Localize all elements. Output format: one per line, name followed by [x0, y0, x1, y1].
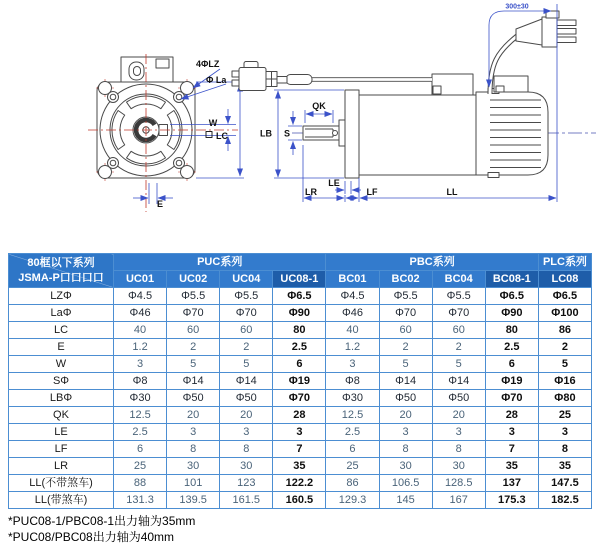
value-cell: 80: [273, 322, 326, 339]
value-cell: 2.5: [326, 424, 379, 441]
value-cell: 3: [114, 356, 167, 373]
value-cell: 1.2: [326, 339, 379, 356]
flange-side: [345, 90, 359, 178]
label-frame-size: LC: [216, 131, 228, 141]
motor-body: [359, 95, 476, 175]
dimension-drawing: [0, 0, 600, 252]
value-cell: 7: [485, 441, 538, 458]
value-cell: Φ50: [379, 390, 432, 407]
value-cell: 6: [326, 441, 379, 458]
value-cell: Φ70: [485, 390, 538, 407]
value-cell: 60: [432, 322, 485, 339]
value-cell: Φ90: [485, 305, 538, 322]
value-cell: 60: [220, 322, 273, 339]
corner-line1: 80框以下系列: [27, 256, 95, 269]
model-header: BC08-1: [485, 271, 538, 288]
value-cell: Φ8: [326, 373, 379, 390]
rear-housing: [476, 92, 548, 175]
front-view: [88, 54, 244, 212]
value-cell: Φ50: [432, 390, 485, 407]
value-cell: Φ90: [273, 305, 326, 322]
value-cell: 175.3: [485, 492, 538, 509]
value-cell: 20: [167, 407, 220, 424]
value-cell: 5: [220, 356, 273, 373]
label-key-length: QK: [312, 101, 326, 111]
row-label: LF: [9, 441, 114, 458]
value-cell: Φ14: [379, 373, 432, 390]
value-cell: 160.5: [273, 492, 326, 509]
value-cell: 86: [538, 322, 591, 339]
value-cell: 3: [379, 424, 432, 441]
value-cell: 6: [114, 441, 167, 458]
table-row: [9, 322, 592, 339]
value-cell: 8: [220, 441, 273, 458]
value-cell: 2: [538, 339, 591, 356]
value-cell: 6: [485, 356, 538, 373]
value-cell: Φ30: [114, 390, 167, 407]
key-end: [333, 131, 338, 136]
corner-header: [9, 254, 114, 288]
value-cell: 35: [538, 458, 591, 475]
encoder-connector: [232, 62, 312, 91]
front-connector-housing: [121, 57, 173, 82]
row-label: W: [9, 356, 114, 373]
value-cell: 8: [167, 441, 220, 458]
value-cell: 8: [432, 441, 485, 458]
value-cell: 3: [432, 424, 485, 441]
value-cell: Φ4.5: [326, 288, 379, 305]
value-cell: Φ70: [379, 305, 432, 322]
value-cell: 3: [273, 424, 326, 441]
group-row: [9, 254, 592, 271]
label-key-width: W: [208, 118, 218, 128]
footnote-2: *PUC08/PBC08出力轴为40mm: [8, 530, 175, 545]
value-cell: 1.2: [114, 339, 167, 356]
value-cell: Φ14: [167, 373, 220, 390]
value-cell: Φ5.5: [167, 288, 220, 305]
value-cell: 122.2: [273, 475, 326, 492]
value-cell: 80: [485, 322, 538, 339]
spec-table-body: [9, 288, 592, 509]
side-view: [232, 4, 596, 203]
model-header: BC02: [379, 271, 432, 288]
value-cell: 40: [326, 322, 379, 339]
label-body-length: LL: [446, 187, 458, 197]
value-cell: Φ80: [538, 390, 591, 407]
value-cell: 25: [114, 458, 167, 475]
value-cell: 123: [220, 475, 273, 492]
table-row: [9, 407, 592, 424]
value-cell: 8: [538, 441, 591, 458]
power-connector: [516, 11, 576, 47]
value-cell: 6: [273, 356, 326, 373]
model-header: UC04: [220, 271, 273, 288]
value-cell: 5: [379, 356, 432, 373]
value-cell: 5: [538, 356, 591, 373]
value-cell: 3: [538, 424, 591, 441]
table-row: [9, 305, 592, 322]
row-label: SΦ: [9, 373, 114, 390]
series-group-header: PBC系列: [326, 254, 538, 271]
value-cell: Φ4.5: [114, 288, 167, 305]
model-header: BC01: [326, 271, 379, 288]
value-cell: 35: [273, 458, 326, 475]
row-label: LL(带煞车): [9, 492, 114, 509]
value-cell: 147.5: [538, 475, 591, 492]
model-header: BC04: [432, 271, 485, 288]
shaft-boss: [339, 120, 345, 146]
value-cell: Φ5.5: [379, 288, 432, 305]
table-row: [9, 390, 592, 407]
value-cell: 25: [538, 407, 591, 424]
value-cell: 28: [273, 407, 326, 424]
value-cell: 3: [485, 424, 538, 441]
value-cell: 35: [485, 458, 538, 475]
label-key-offset: E: [156, 199, 164, 209]
label-bolt-holes: 4ΦLZ: [196, 59, 220, 69]
value-cell: Φ46: [326, 305, 379, 322]
value-cell: Φ70: [432, 305, 485, 322]
value-cell: 30: [379, 458, 432, 475]
row-label: LL(不带煞车): [9, 475, 114, 492]
model-header: LC08: [538, 271, 591, 288]
footnotes: [8, 513, 195, 545]
value-cell: 7: [273, 441, 326, 458]
footnote-1: *PUC08-1/PBC08-1出力轴为35mm: [8, 514, 196, 528]
value-cell: 20: [220, 407, 273, 424]
value-cell: Φ50: [220, 390, 273, 407]
value-cell: Φ14: [220, 373, 273, 390]
label-flange-thickness: LF: [366, 187, 378, 197]
table-row: [9, 424, 592, 441]
value-cell: 137: [485, 475, 538, 492]
value-cell: 60: [379, 322, 432, 339]
value-cell: 2: [220, 339, 273, 356]
value-cell: Φ6.5: [273, 288, 326, 305]
model-header: UC08-1: [273, 271, 326, 288]
label-cable-length: 300±30: [505, 3, 529, 11]
value-cell: Φ30: [326, 390, 379, 407]
value-cell: 2: [432, 339, 485, 356]
table-row: [9, 441, 592, 458]
value-cell: Φ19: [485, 373, 538, 390]
value-cell: Φ16: [538, 373, 591, 390]
value-cell: 3: [326, 356, 379, 373]
value-cell: 2.5: [114, 424, 167, 441]
value-cell: Φ6.5: [538, 288, 591, 305]
value-cell: 3: [167, 424, 220, 441]
value-cell: Φ70: [167, 305, 220, 322]
value-cell: Φ70: [220, 305, 273, 322]
value-cell: 128.5: [432, 475, 485, 492]
square-symbol: [206, 132, 212, 138]
value-cell: Φ19: [273, 373, 326, 390]
table-row: [9, 458, 592, 475]
corner-line2: JSMA-P口口口口: [18, 271, 104, 284]
value-cell: 40: [114, 322, 167, 339]
table-row: [9, 492, 592, 509]
value-cell: 145: [379, 492, 432, 509]
value-cell: 5: [432, 356, 485, 373]
value-cell: 86: [326, 475, 379, 492]
model-header: UC01: [114, 271, 167, 288]
value-cell: 60: [167, 322, 220, 339]
value-cell: 28: [485, 407, 538, 424]
table-row: [9, 339, 592, 356]
value-cell: 182.5: [538, 492, 591, 509]
label-flange-od: LB: [260, 128, 272, 139]
value-cell: Φ100: [538, 305, 591, 322]
series-group-header: PLC系列: [538, 254, 591, 271]
value-cell: 5: [167, 356, 220, 373]
label-flange-dia: Φ La: [206, 75, 227, 85]
value-cell: 20: [432, 407, 485, 424]
value-cell: 30: [432, 458, 485, 475]
value-cell: 131.3: [114, 492, 167, 509]
row-label: QK: [9, 407, 114, 424]
value-cell: 30: [167, 458, 220, 475]
row-label: LZΦ: [9, 288, 114, 305]
table-row: [9, 356, 592, 373]
spec-table-wrap: [8, 253, 592, 509]
value-cell: Φ50: [167, 390, 220, 407]
value-cell: 12.5: [114, 407, 167, 424]
value-cell: 167: [432, 492, 485, 509]
value-cell: Φ14: [432, 373, 485, 390]
row-label: LaΦ: [9, 305, 114, 322]
value-cell: 30: [220, 458, 273, 475]
value-cell: 8: [379, 441, 432, 458]
value-cell: Φ5.5: [432, 288, 485, 305]
value-cell: Φ5.5: [220, 288, 273, 305]
value-cell: 12.5: [326, 407, 379, 424]
value-cell: 101: [167, 475, 220, 492]
value-cell: 25: [326, 458, 379, 475]
label-shaft-dia: S: [283, 128, 291, 139]
value-cell: 2: [379, 339, 432, 356]
value-cell: 106.5: [379, 475, 432, 492]
model-header: UC02: [167, 271, 220, 288]
value-cell: 88: [114, 475, 167, 492]
series-group-header: PUC系列: [114, 254, 326, 271]
value-cell: 2: [167, 339, 220, 356]
row-label: LC: [9, 322, 114, 339]
table-row: [9, 373, 592, 390]
table-row: [9, 475, 592, 492]
value-cell: 139.5: [167, 492, 220, 509]
value-cell: 161.5: [220, 492, 273, 509]
table-row: [9, 288, 592, 305]
value-cell: Φ6.5: [485, 288, 538, 305]
row-label: E: [9, 339, 114, 356]
value-cell: Φ8: [114, 373, 167, 390]
value-cell: 3: [220, 424, 273, 441]
row-label: LR: [9, 458, 114, 475]
value-cell: 2.5: [485, 339, 538, 356]
value-cell: 129.3: [326, 492, 379, 509]
row-label: LBΦ: [9, 390, 114, 407]
value-cell: 20: [379, 407, 432, 424]
row-label: LE: [9, 424, 114, 441]
value-cell: 2.5: [273, 339, 326, 356]
spec-table: [8, 253, 592, 509]
value-cell: Φ70: [273, 390, 326, 407]
label-shaft-length: LR: [305, 187, 317, 197]
rear-tab-bottom: [488, 173, 499, 178]
value-cell: Φ46: [114, 305, 167, 322]
label-pilot-height: LE: [328, 178, 340, 188]
